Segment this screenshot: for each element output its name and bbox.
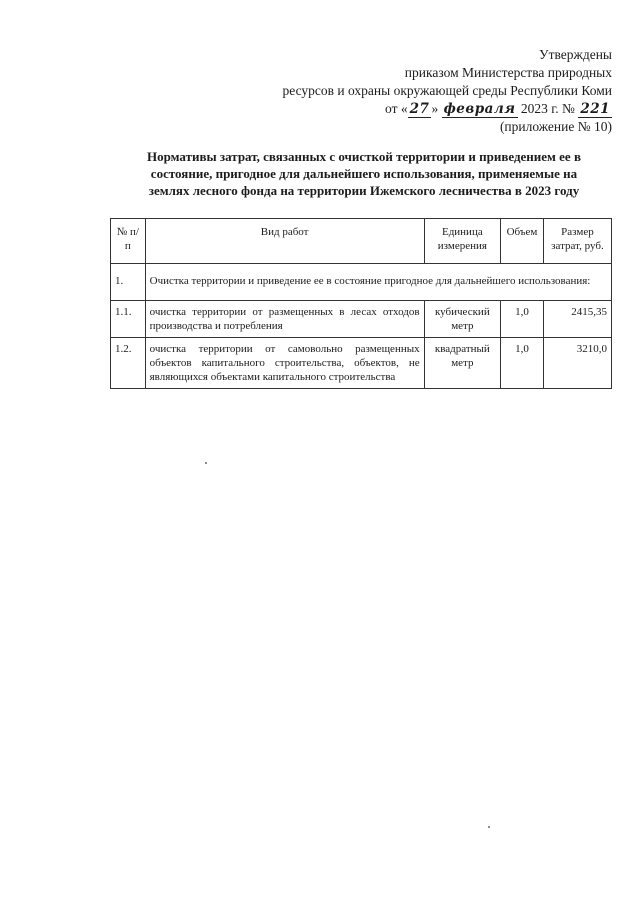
row-num: 1.2. <box>111 338 146 389</box>
row-volume: 1,0 <box>501 301 544 338</box>
row-work: Очистка территории и приведение ее в состояние пригодное для дальнейшего использования: <box>145 264 611 301</box>
row-num: 1.1. <box>111 301 146 338</box>
row-price: 2415,35 <box>543 301 611 338</box>
date-mid: » <box>431 101 442 116</box>
approval-block <box>283 46 612 136</box>
date-year: 2023 г. № <box>517 101 579 116</box>
title-line-1: Нормативы затрат, связанных с очисткой территории и приведением ее в <box>147 149 581 164</box>
table-row <box>111 301 612 338</box>
row-volume: 1,0 <box>501 338 544 389</box>
date-day: 27 <box>409 101 430 117</box>
date-month: февраля <box>443 101 516 117</box>
title-line-2: состояние, пригодное для дальнейшего использования, применяемые на <box>150 166 578 181</box>
document-title <box>116 148 612 199</box>
table-header-row <box>111 219 612 264</box>
header-unit: Единица измерения <box>424 219 500 264</box>
row-price: 3210,0 <box>543 338 611 389</box>
row-unit: кубический метр <box>424 301 500 338</box>
cost-norms-table <box>110 218 612 389</box>
date-prefix: от « <box>385 101 408 116</box>
row-work: очистка территории от самовольно размещенных объектов капитального строительства, объектов, не являющихся объектами капитального строительства <box>145 338 424 389</box>
header-num: № п/п <box>111 219 146 264</box>
order-number: 221 <box>580 101 610 117</box>
approval-heading: Утверждены <box>539 47 612 62</box>
row-work: очистка территории от размещенных в лесах отходов производства и потребления <box>145 301 424 338</box>
approval-ministry-line: ресурсов и охраны окружающей среды Республики Коми <box>282 83 612 98</box>
header-work: Вид работ <box>145 219 424 264</box>
title-line-3: землях лесного фонда на территории Ижемского лесничества в 2023 году <box>148 183 580 198</box>
header-price: Размер затрат, руб. <box>543 219 611 264</box>
header-volume: Объем <box>501 219 544 264</box>
approval-date-line <box>283 100 612 118</box>
row-num: 1. <box>111 264 146 301</box>
table-row <box>111 264 612 301</box>
appendix-label: (приложение № 10) <box>499 119 612 134</box>
approval-order-line: приказом Министерства природных <box>404 65 612 80</box>
scan-speck <box>205 462 207 464</box>
row-unit: квадратный метр <box>424 338 500 389</box>
scan-speck <box>488 826 490 828</box>
table-row <box>111 338 612 389</box>
